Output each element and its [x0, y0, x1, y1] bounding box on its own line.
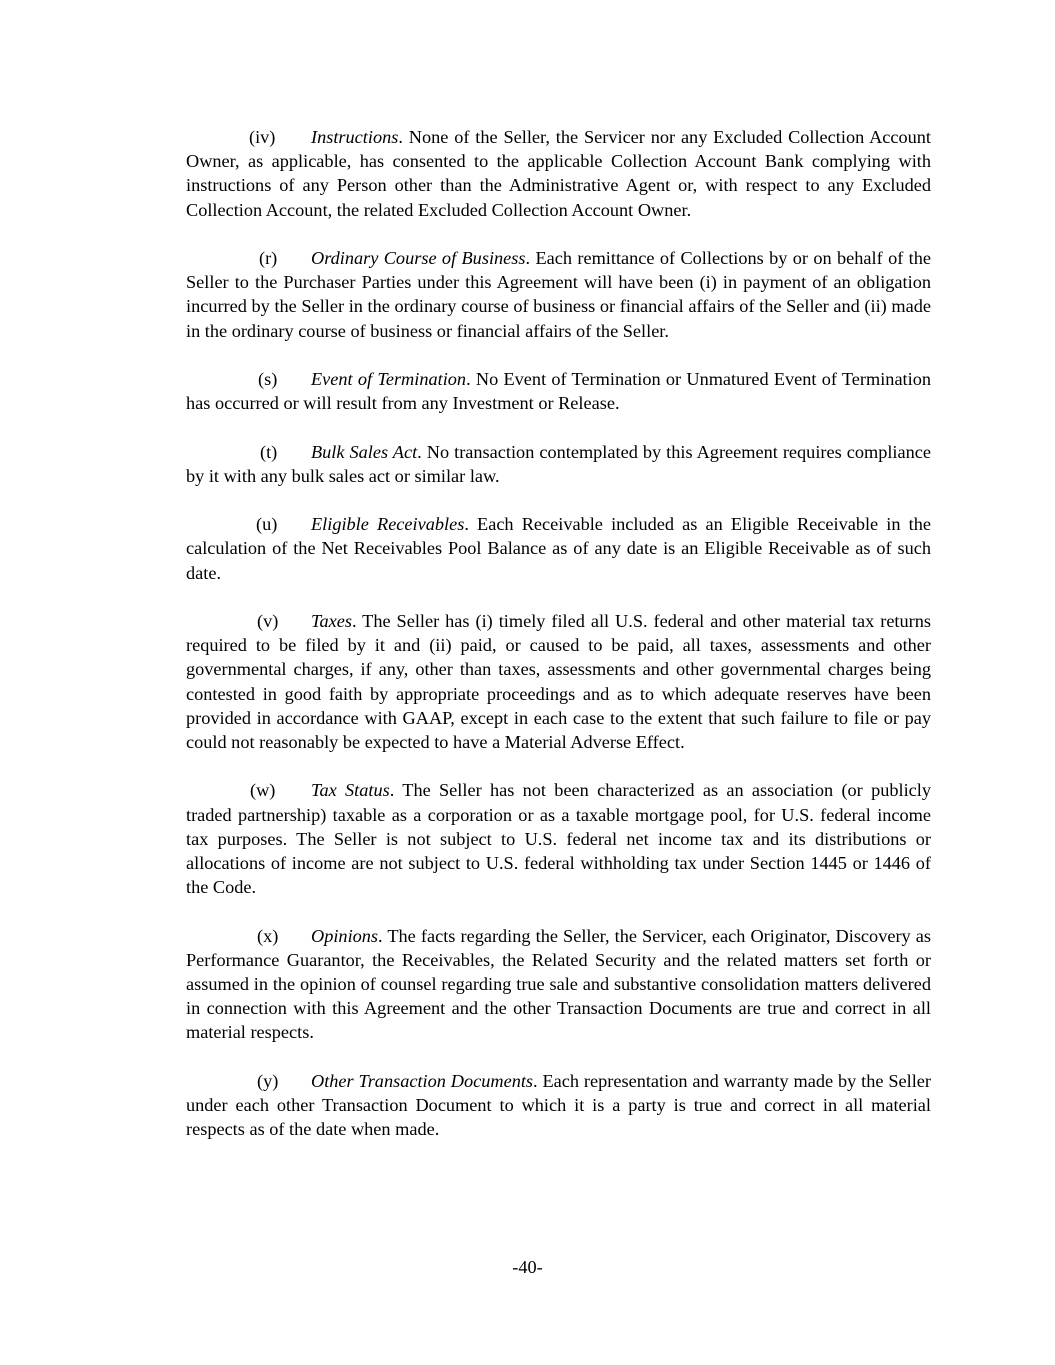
paragraph-label: (u): [256, 514, 278, 535]
paragraph-text: . The Seller has (i) timely filed all U.S. federal and other material tax returns required to be filed by it and (ii) paid, or caused to be paid, all taxes, assessments and other governmental charges, if any, other than taxes, assessments and other governmental charges being contested in good faith by appropriate proceedings and as to which adequate reserves have been provided in accordance with GAAP, except in each case to the extent that such failure to file or pay could not reasonably be expected to have a Material Adverse Effect.: [186, 610, 931, 752]
paragraph-s: [186, 367, 931, 415]
paragraph-iv: [186, 125, 931, 222]
paragraph-title: Other Transaction Documents: [311, 1070, 534, 1091]
paragraph-title: Eligible Receivables: [311, 514, 465, 535]
paragraph-label: (s): [258, 369, 278, 389]
paragraph-v: [186, 609, 931, 754]
paragraph-label: (iv): [249, 127, 276, 147]
paragraph-label: (y): [257, 1070, 279, 1091]
paragraph-title: Event of Termination: [311, 369, 467, 389]
paragraph-label: (x): [257, 925, 279, 946]
paragraph-y: [186, 1069, 931, 1142]
paragraph-label: (v): [257, 610, 279, 631]
paragraph-title: Opinions: [311, 925, 379, 946]
paragraph-title: Instructions: [311, 127, 399, 147]
paragraph-label: (t): [260, 441, 278, 462]
paragraph-text: . The Seller has not been characterized as an association (or publicly traded partnership) taxable as a corporation or as a taxable mortgage pool, for U.S. federal income tax purposes. The Seller is not subject to U.S. federal net income tax and its distributions or allocations of income are not subject to U.S. federal withholding tax under Section 1445 or 1446 of the Code.: [186, 780, 931, 898]
paragraph-text: . No transaction contemplated by this Agreement requires compliance by it with any bulk sales act or similar law.: [186, 441, 931, 486]
paragraph-r: [186, 246, 931, 343]
paragraph-t: [186, 440, 931, 488]
paragraph-label: (w): [250, 780, 276, 801]
paragraph-title: Tax Status: [311, 780, 390, 801]
paragraph-title: Ordinary Course of Business: [311, 248, 526, 268]
paragraph-text: . Each Receivable included as an Eligible Receivable in the calculation of the Net Receivables Pool Balance as of any date is an Eligible Receivable as of such date.: [186, 514, 931, 583]
paragraph-text: . No Event of Termination or Unmatured Event of Termination has occurred or will result from any Investment or Release.: [186, 369, 932, 414]
paragraph-text: . The facts regarding the Seller, the Servicer, each Originator, Discovery as Performance Guarantor, the Receivables, the Related Security and the related matters set forth or assumed in the opinion of counsel regarding true sale and substantive consolidation matters delivered in connection with this Agreement and the other Transaction Documents are true and correct in all material respects.: [186, 925, 931, 1043]
paragraph-title: Bulk Sales Act: [311, 441, 418, 462]
document-body: [186, 125, 931, 1166]
paragraph-text: . None of the Seller, the Servicer nor any Excluded Collection Account Owner, as applicable, has consented to the applicable Collection Account Bank complying with instructions of any Person other than the Administrative Agent or, with respect to any Excluded Collection Account, the related Excluded Collection Account Owner.: [186, 127, 931, 220]
paragraph-w: [186, 778, 931, 899]
paragraph-x: [186, 924, 931, 1045]
paragraph-text: . Each representation and warranty made by the Seller under each other Transaction Document to which it is a party is true and correct in all material respects as of the date when made.: [186, 1070, 932, 1140]
paragraph-text: . Each remittance of Collections by or on behalf of the Seller to the Purchaser Parties under this Agreement will have been (i) in payment of an obligation incurred by the Seller in the ordinary course of business or financial affairs of the Seller and (ii) made in the ordinary course of business or financial affairs of the Seller.: [186, 248, 932, 341]
paragraph-title: Taxes: [311, 610, 352, 631]
paragraph-u: [186, 512, 931, 585]
paragraph-label: (r): [259, 248, 278, 268]
page-number: -40-: [512, 1257, 543, 1277]
